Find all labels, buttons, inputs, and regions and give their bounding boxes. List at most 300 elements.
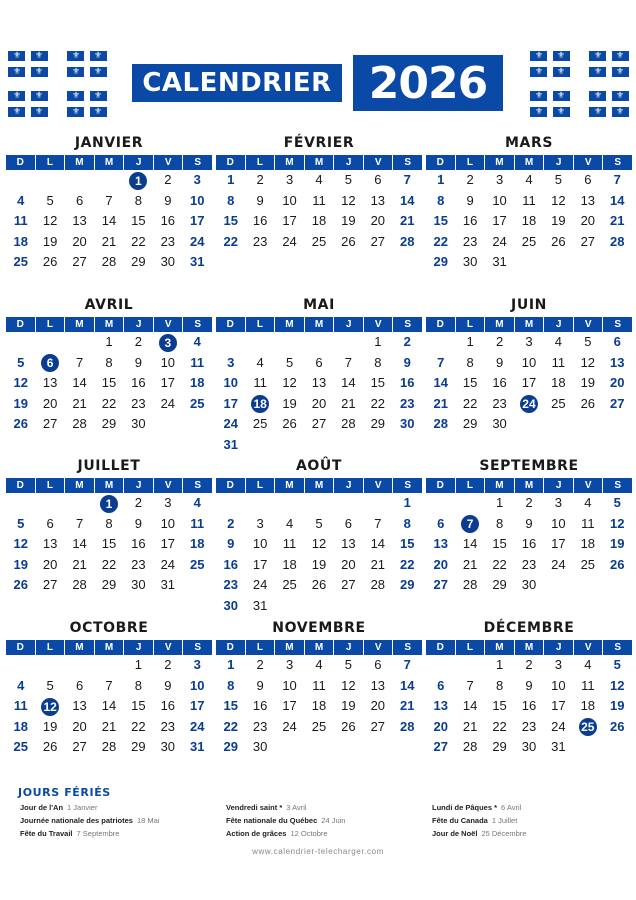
day-cell: 21 — [610, 213, 625, 228]
weekday-label: V — [574, 317, 604, 332]
fleur-de-lis-icon: ⚜ — [556, 107, 566, 117]
holidays-title: JOURS FÉRIÉS — [18, 786, 111, 799]
day-cell: 24 — [492, 233, 507, 249]
weekday-header — [426, 155, 632, 170]
day-cell: 30 — [160, 254, 176, 269]
day-cell: 27 — [341, 577, 356, 592]
day-cell: 18 — [13, 718, 28, 734]
empty-cell — [393, 737, 422, 758]
week-row — [6, 575, 212, 596]
weekday-label: S — [404, 480, 412, 491]
day-cell: 16 — [252, 213, 268, 228]
day-cell: 19 — [341, 213, 356, 228]
day-cell: 13 — [341, 536, 356, 551]
weekday-label: V — [364, 155, 394, 170]
empty-cell — [245, 332, 274, 353]
day-cell: 15 — [492, 698, 507, 713]
day-cell: 1 — [227, 172, 235, 187]
empty-cell — [455, 655, 484, 676]
day-cell: 23 — [131, 556, 146, 572]
day-cell: 3 — [227, 354, 235, 370]
week-row — [216, 353, 422, 374]
fleur-de-lis-icon: ⚜ — [593, 107, 603, 117]
fleur-de-lis-icon: ⚜ — [534, 51, 544, 61]
day-cell: 28 — [101, 254, 117, 269]
week-row — [6, 373, 212, 394]
weekday-label: L — [456, 155, 486, 170]
day-cell: 15 — [400, 536, 415, 551]
day-cell: 14 — [610, 192, 625, 208]
day-cell: 22 — [400, 556, 415, 572]
fleur-de-lis-icon: ⚜ — [93, 91, 103, 101]
empty-cell — [304, 332, 333, 353]
day-cell: 7 — [75, 515, 84, 531]
day-cell: 9 — [164, 677, 172, 693]
empty-cell — [6, 655, 35, 676]
day-cell: 17 — [551, 698, 566, 713]
weekday-label: L — [36, 478, 66, 493]
day-cell: 20 — [433, 718, 448, 734]
day-cell: 10 — [492, 192, 507, 208]
day-cell: 1 — [403, 495, 411, 510]
week-row — [216, 493, 422, 514]
weekday-label: S — [404, 157, 412, 168]
day-cell: 11 — [581, 677, 595, 693]
weekday-label: D — [216, 478, 246, 493]
day-cell: 25 — [13, 254, 28, 269]
weekday-label: J — [334, 155, 364, 170]
day-cell: 27 — [433, 577, 448, 592]
empty-cell — [94, 170, 123, 191]
day-cell: 12 — [42, 213, 58, 228]
empty-cell — [544, 575, 573, 596]
weekday-label: M — [485, 317, 515, 332]
month-name: AVRIL — [84, 297, 134, 313]
day-cell: 30 — [160, 739, 176, 754]
day-cell: 4 — [525, 172, 533, 187]
day-cell: 23 — [400, 395, 415, 411]
weekday-label: M — [485, 478, 515, 493]
fleur-de-lis-icon: ⚜ — [556, 91, 566, 101]
day-cell: 8 — [466, 354, 474, 370]
weekday-label: M — [275, 317, 305, 332]
day-cell: 18 — [190, 536, 205, 551]
day-cell: 23 — [492, 395, 507, 411]
day-cell: 7 — [613, 172, 621, 187]
weekday-header — [216, 640, 422, 655]
day-cell: 22 — [131, 718, 146, 734]
fleur-de-lis-icon: ⚜ — [34, 67, 44, 77]
day-cell: 16 — [462, 213, 478, 228]
month-name: JUILLET — [77, 458, 141, 474]
day-cell: 30 — [521, 577, 537, 592]
day-cell: 19 — [610, 698, 625, 713]
day-cell: 24 — [160, 395, 176, 411]
empty-cell — [393, 435, 422, 456]
day-cell: 23 — [462, 233, 478, 249]
weekday-label: J — [334, 478, 364, 493]
week-row — [426, 353, 632, 374]
week-row — [426, 655, 632, 676]
week-row — [426, 717, 632, 738]
week-row — [216, 373, 422, 394]
day-cell: 9 — [466, 192, 474, 208]
fleur-de-lis-icon: ⚜ — [34, 51, 44, 61]
weekday-label: S — [194, 480, 202, 491]
empty-cell — [153, 414, 182, 435]
day-cell: 22 — [223, 233, 238, 249]
day-cell: 29 — [101, 416, 117, 431]
weekday-label: M — [95, 317, 125, 332]
day-cell: 14 — [433, 375, 448, 390]
day-cell: 29 — [462, 416, 478, 431]
day-cell: 4 — [584, 495, 592, 510]
week-row — [216, 394, 422, 415]
day-cell: 1 — [374, 334, 382, 349]
day-cell: 4 — [256, 354, 264, 370]
day-cell: 15 — [462, 375, 478, 390]
weekday-label: M — [305, 640, 335, 655]
day-cell: 14 — [101, 698, 117, 713]
day-cell: 22 — [492, 556, 507, 572]
week-row — [6, 534, 212, 555]
month-block — [6, 134, 212, 273]
holiday-day-cell: 7 — [455, 514, 484, 535]
holiday-item: Journée nationale des patriotes 18 Mai — [20, 816, 160, 825]
fleur-de-lis-icon: ⚜ — [12, 67, 22, 77]
day-cell: 18 — [311, 698, 327, 713]
week-row — [216, 435, 422, 456]
week-row — [216, 332, 422, 353]
fleur-de-lis-icon: ⚜ — [593, 51, 603, 61]
day-cell: 29 — [433, 254, 448, 269]
day-cell: 3 — [525, 334, 533, 349]
week-row — [426, 191, 632, 212]
day-cell: 15 — [433, 213, 448, 228]
weekday-label: V — [364, 640, 394, 655]
day-cell: 20 — [42, 395, 58, 411]
week-row — [426, 555, 632, 576]
day-cell: 6 — [344, 515, 353, 531]
day-cell: 3 — [164, 495, 172, 510]
week-row — [216, 655, 422, 676]
day-cell: 27 — [433, 739, 448, 754]
day-cell: 25 — [282, 577, 297, 592]
weekday-label: L — [36, 640, 66, 655]
empty-cell — [363, 737, 392, 758]
day-cell: 4 — [315, 172, 323, 187]
weekday-label: J — [544, 317, 574, 332]
day-cell: 15 — [131, 698, 146, 713]
day-cell: 17 — [551, 536, 566, 551]
empty-cell — [304, 596, 333, 617]
weekday-label: S — [404, 642, 412, 653]
empty-cell — [334, 493, 363, 514]
day-cell: 6 — [75, 677, 84, 693]
day-cell: 19 — [551, 213, 566, 228]
empty-cell — [35, 170, 64, 191]
day-cell: 29 — [131, 739, 146, 754]
day-cell: 19 — [42, 718, 58, 734]
quebec-flag-icon — [8, 51, 48, 77]
week-row — [6, 394, 212, 415]
holiday-item: Jour de l'An 1 Janvier — [20, 803, 98, 812]
day-cell: 4 — [193, 495, 201, 510]
day-cell: 28 — [341, 416, 356, 431]
day-cell: 16 — [160, 213, 176, 228]
day-cell: 16 — [400, 375, 415, 390]
day-cell: 17 — [282, 213, 297, 228]
weekday-label: L — [246, 478, 276, 493]
day-cell: 25 — [13, 739, 28, 754]
day-cell: 10 — [551, 515, 566, 531]
day-cell: 26 — [13, 416, 28, 431]
fleur-de-lis-icon: ⚜ — [71, 107, 81, 117]
empty-cell — [363, 493, 392, 514]
day-cell: 2 — [227, 515, 235, 531]
day-cell: 15 — [223, 698, 238, 713]
weekday-label: D — [426, 640, 456, 655]
day-cell: 23 — [160, 718, 176, 734]
day-cell: 4 — [17, 677, 25, 693]
week-row — [6, 737, 212, 758]
day-cell: 29 — [370, 416, 386, 431]
empty-cell — [426, 332, 455, 353]
month-block — [426, 457, 632, 596]
day-cell: 18 — [13, 233, 28, 249]
day-cell: 4 — [554, 334, 563, 349]
weekday-label: J — [544, 478, 574, 493]
day-cell: 2 — [525, 657, 533, 672]
holiday-day-cell: 24 — [514, 394, 543, 415]
month-block — [426, 296, 632, 435]
day-cell: 9 — [134, 515, 143, 531]
day-cell: 13 — [370, 192, 386, 208]
week-row — [216, 717, 422, 738]
empty-cell — [544, 414, 573, 435]
day-cell: 28 — [72, 577, 87, 592]
day-cell: 20 — [42, 556, 58, 572]
week-row — [426, 414, 632, 435]
day-cell: 27 — [72, 739, 87, 754]
empty-cell — [65, 170, 94, 191]
day-cell: 29 — [400, 577, 415, 592]
day-cell: 13 — [72, 213, 87, 228]
fleur-de-lis-icon: ⚜ — [71, 91, 81, 101]
day-cell: 7 — [75, 354, 84, 370]
day-cell: 13 — [311, 375, 327, 390]
day-cell: 28 — [462, 577, 478, 592]
day-cell: 10 — [551, 677, 566, 693]
day-cell: 16 — [131, 536, 146, 551]
fleur-de-lis-icon: ⚜ — [615, 67, 625, 77]
empty-cell — [455, 493, 484, 514]
day-cell: 30 — [131, 416, 146, 431]
empty-cell — [35, 655, 64, 676]
fleur-de-lis-icon: ⚜ — [93, 107, 103, 117]
day-cell: 9 — [256, 192, 264, 208]
week-row — [6, 676, 212, 697]
weekday-label: M — [515, 155, 545, 170]
day-cell: 11 — [190, 354, 205, 370]
day-cell: 23 — [252, 233, 268, 249]
day-cell: 8 — [227, 192, 235, 208]
weekday-label: L — [36, 317, 66, 332]
day-cell: 22 — [101, 556, 117, 572]
holiday-item: Action de grâces 12 Octobre — [226, 829, 328, 838]
day-cell: 30 — [400, 416, 415, 431]
empty-cell — [334, 737, 363, 758]
day-cell: 23 — [252, 718, 268, 734]
day-cell: 17 — [160, 375, 176, 390]
quebec-flag-icon — [8, 91, 48, 117]
weekday-label: M — [485, 155, 515, 170]
day-cell: 23 — [521, 718, 537, 734]
day-cell: 28 — [101, 739, 117, 754]
day-cell: 29 — [492, 739, 507, 754]
week-row — [6, 696, 212, 717]
weekday-label: D — [6, 155, 36, 170]
day-cell: 26 — [13, 577, 28, 592]
day-cell: 27 — [42, 416, 58, 431]
day-cell: 26 — [42, 254, 58, 269]
day-cell: 24 — [282, 718, 297, 734]
day-cell: 10 — [521, 354, 537, 370]
day-cell: 14 — [400, 677, 415, 693]
day-cell: 22 — [223, 718, 238, 734]
quebec-flag-icon — [530, 51, 570, 77]
fleur-de-lis-icon: ⚜ — [534, 107, 544, 117]
day-cell: 30 — [521, 739, 537, 754]
fleur-de-lis-icon: ⚜ — [593, 67, 603, 77]
day-cell: 2 — [164, 172, 172, 187]
weekday-label: V — [574, 155, 604, 170]
weekday-label: M — [95, 155, 125, 170]
day-cell: 28 — [610, 233, 625, 249]
empty-cell — [393, 596, 422, 617]
day-cell: 12 — [341, 677, 356, 693]
day-cell: 19 — [580, 375, 596, 390]
weekday-label: L — [246, 155, 276, 170]
empty-cell — [183, 575, 212, 596]
day-cell: 28 — [72, 416, 87, 431]
day-cell: 20 — [580, 213, 596, 228]
week-row — [426, 211, 632, 232]
fleur-de-lis-icon: ⚜ — [71, 67, 81, 77]
empty-cell — [603, 414, 632, 435]
week-row — [426, 252, 632, 273]
week-row — [216, 191, 422, 212]
empty-cell — [603, 575, 632, 596]
day-cell: 13 — [610, 354, 625, 370]
weekday-header — [426, 478, 632, 493]
week-row — [426, 332, 632, 353]
week-row — [6, 232, 212, 253]
footer-url[interactable]: www.calendrier-telecharger.com — [252, 847, 384, 856]
day-cell: 26 — [311, 577, 327, 592]
weekday-label: S — [194, 319, 202, 330]
day-cell: 20 — [72, 233, 87, 249]
quebec-flag-icon — [589, 51, 629, 77]
day-cell: 24 — [551, 556, 566, 572]
day-cell: 28 — [400, 233, 415, 249]
day-cell: 29 — [131, 254, 146, 269]
day-cell: 21 — [72, 556, 87, 572]
day-cell: 21 — [433, 395, 448, 411]
empty-cell — [573, 737, 602, 758]
day-cell: 9 — [164, 192, 172, 208]
week-row — [6, 717, 212, 738]
month-block — [6, 296, 212, 435]
holiday-day-cell: 12 — [35, 696, 64, 717]
week-row — [6, 514, 212, 535]
day-cell: 2 — [466, 172, 474, 187]
day-cell: 7 — [374, 515, 382, 531]
day-cell: 13 — [433, 536, 448, 551]
day-cell: 1 — [437, 172, 445, 187]
empty-cell — [65, 332, 94, 353]
day-cell: 20 — [370, 213, 386, 228]
day-cell: 21 — [462, 718, 478, 734]
empty-cell — [304, 493, 333, 514]
weekday-header — [216, 155, 422, 170]
day-cell: 10 — [190, 677, 205, 693]
day-cell: 1 — [134, 657, 143, 672]
empty-cell — [544, 252, 573, 273]
day-cell: 5 — [613, 657, 621, 672]
weekday-label: D — [216, 317, 246, 332]
day-cell: 31 — [252, 597, 268, 613]
fleur-de-lis-icon: ⚜ — [593, 91, 603, 101]
weekday-header — [216, 317, 422, 332]
day-cell: 1 — [105, 334, 113, 349]
weekday-label: V — [154, 478, 184, 493]
day-cell: 8 — [495, 677, 504, 693]
day-cell: 11 — [312, 677, 326, 693]
empty-cell — [603, 252, 632, 273]
weekday-label: J — [334, 640, 364, 655]
month-name: JUIN — [511, 297, 547, 313]
day-cell: 23 — [131, 395, 146, 411]
day-cell: 15 — [223, 213, 238, 228]
day-cell: 10 — [252, 536, 268, 551]
day-cell: 6 — [75, 192, 84, 208]
weekday-label: V — [574, 640, 604, 655]
week-row — [6, 493, 212, 514]
day-cell: 11 — [13, 213, 28, 228]
week-row — [216, 232, 422, 253]
day-cell: 28 — [370, 577, 386, 592]
week-row — [426, 394, 632, 415]
weekday-label: V — [364, 478, 394, 493]
month-name: SEPTEMBRE — [479, 458, 579, 474]
weekday-label: M — [275, 640, 305, 655]
weekday-label: J — [544, 155, 574, 170]
fleur-de-lis-icon: ⚜ — [534, 67, 544, 77]
day-cell: 9 — [256, 677, 264, 693]
month-name: AOÛT — [295, 458, 343, 474]
day-cell: 2 — [134, 495, 143, 510]
fleur-de-lis-icon: ⚜ — [71, 51, 81, 61]
weekday-label: M — [515, 640, 545, 655]
fleur-de-lis-icon: ⚜ — [615, 51, 625, 61]
day-cell: 28 — [400, 718, 415, 734]
weekday-label: M — [305, 478, 335, 493]
weekday-label: J — [124, 640, 154, 655]
holiday-day-cell: 6 — [35, 353, 64, 374]
holiday-day-cell: 18 — [245, 394, 274, 415]
month-block — [6, 457, 212, 596]
